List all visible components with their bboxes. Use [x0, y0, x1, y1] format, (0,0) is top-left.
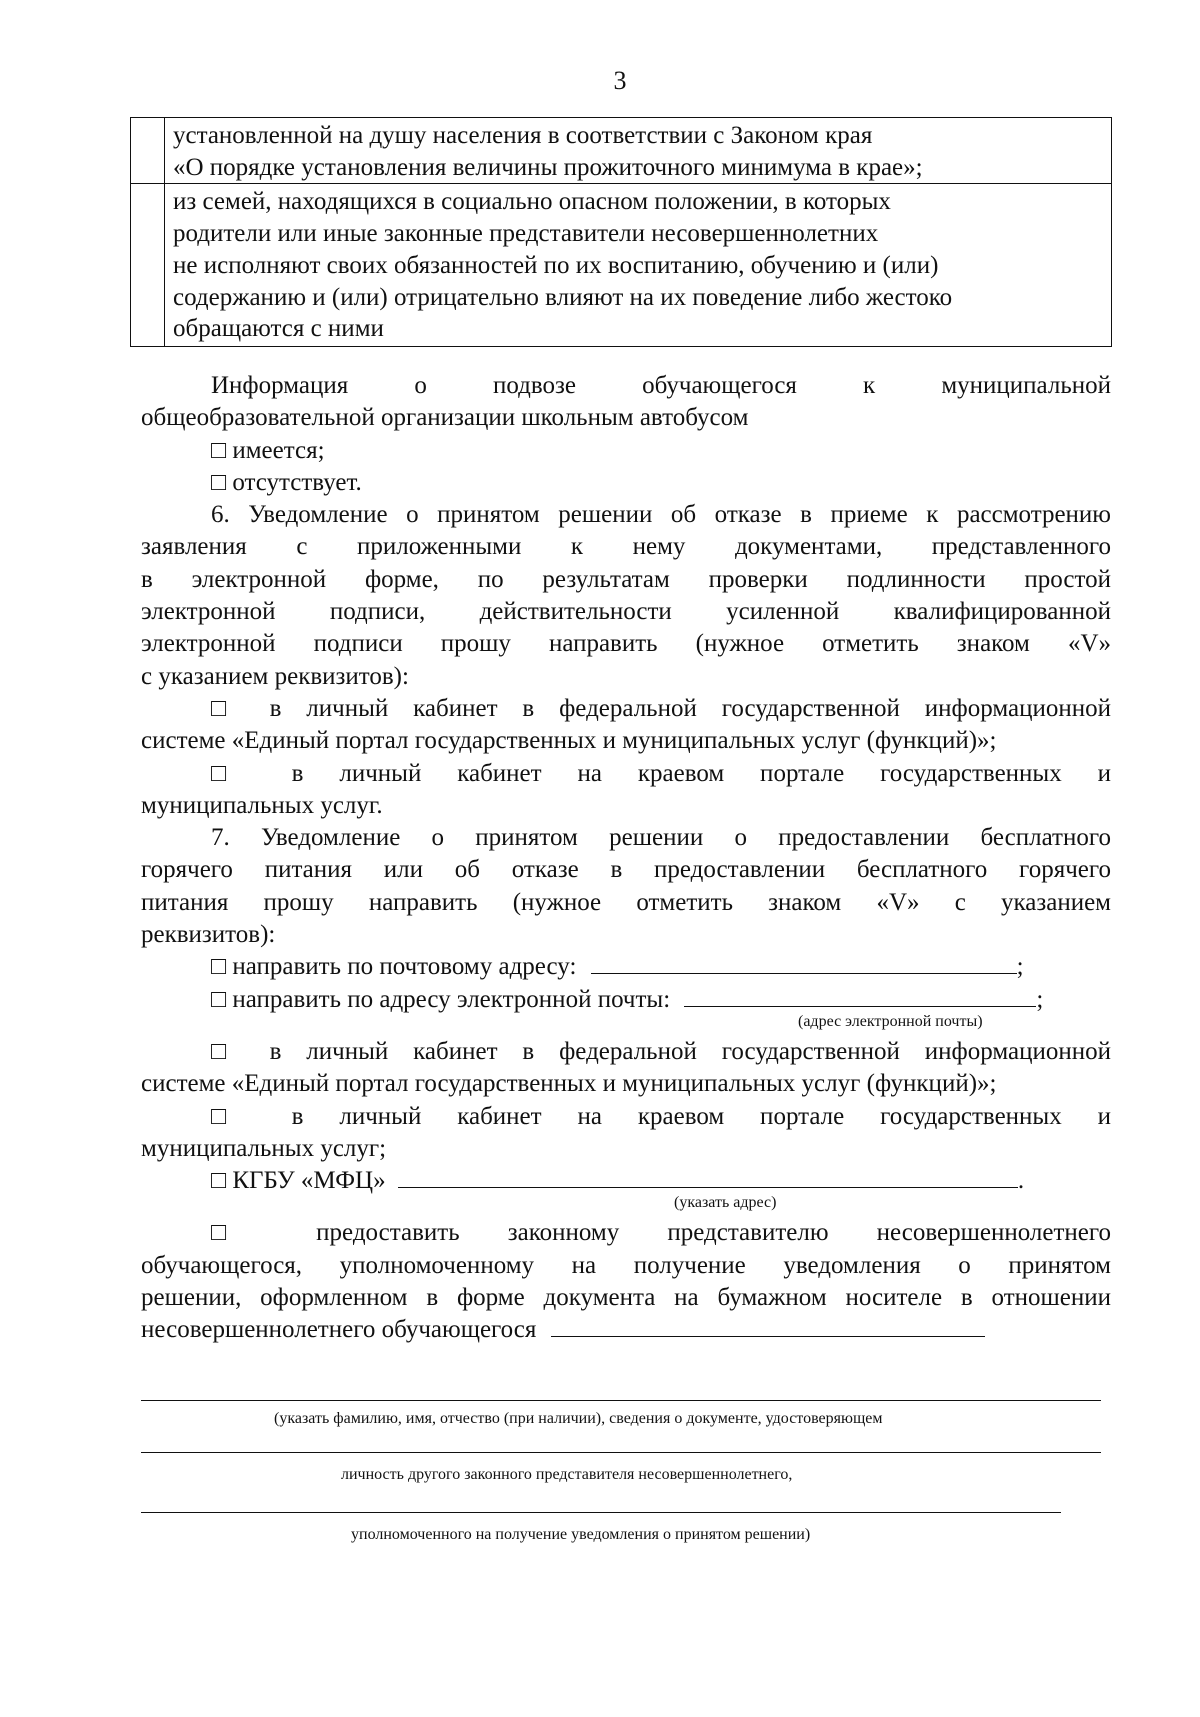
section7-representative-last	[141, 1314, 1111, 1346]
section6-line: электронной подписи прошу направить (нужное отметить знаком «V»	[141, 630, 1111, 658]
table-line: родители или иные законные представители несовершеннолетних	[173, 220, 879, 248]
bus-option-no[interactable]: □ отсутствует.	[211, 468, 362, 496]
section6-option-regional-portal-cont: муниципальных услуг.	[141, 791, 383, 819]
table-row	[131, 184, 1112, 347]
section6-line: заявления с приложенными к нему документами, представленного	[141, 533, 1111, 561]
table-line: установленной на душу населения в соответствии с Законом края	[173, 122, 873, 149]
mfc-caption: (указать адрес)	[674, 1194, 777, 1212]
form-content	[141, 370, 1111, 1347]
checkbox-cell[interactable]	[131, 118, 165, 184]
fill-line[interactable]	[141, 1400, 1101, 1401]
email-field[interactable]	[684, 984, 1036, 1007]
representative-label: несовершеннолетнего обучающегося	[141, 1316, 537, 1344]
fill-line[interactable]	[141, 1452, 1101, 1453]
bus-option-yes[interactable]: □ имеется;	[211, 436, 325, 464]
footnote-caption: личность другого законного представителя несовершеннолетнего,	[341, 1466, 793, 1483]
table-cell-text	[165, 118, 1112, 184]
table-line: «О порядке установления величины прожиточного минимума в крае»;	[173, 153, 923, 181]
email-caption: (адрес электронной почты)	[798, 1012, 983, 1030]
section7-line: 7. Уведомление о принятом решении о предоставлении бесплатного	[211, 824, 1111, 852]
bus-info-line: Информация о подвозе обучающегося к муниципальной	[211, 372, 1111, 399]
bus-info-line: общеобразовательной организации школьным автобусом	[141, 404, 749, 432]
section6-line: с указанием реквизитов):	[141, 662, 409, 690]
table-cell-text	[165, 184, 1112, 347]
eligibility-table	[130, 117, 1112, 347]
section7-line: питания прошу направить (нужное отметить знаком «V» с указанием	[141, 888, 1111, 916]
table-row	[131, 118, 1112, 184]
section7-option-representative[interactable]: □ предоставить законному представителю несовершеннолетнего	[211, 1219, 1111, 1247]
section7-representative-line: обучающегося, уполномоченному на получение уведомления о принятом	[141, 1251, 1111, 1279]
section6-line: 6. Уведомление о принятом решении об отказе в приеме к рассмотрению	[211, 501, 1111, 529]
semicolon: ;	[1036, 985, 1044, 1013]
post-address-field[interactable]	[591, 951, 1017, 974]
section7-option-mfc[interactable]	[141, 1165, 1111, 1197]
footnote-caption: (указать фамилию, имя, отчество (при наличии), сведения о документе, удостоверяющем	[274, 1410, 883, 1427]
table-line: из семей, находящихся в социально опасном положении, в которых	[173, 188, 891, 216]
semicolon: ;	[1016, 953, 1024, 981]
section7-option-regional-portal-cont: муниципальных услуг;	[141, 1134, 387, 1162]
section7-option-regional-portal[interactable]: □ в личный кабинет на краевом портале государственных и	[211, 1102, 1111, 1130]
section7-line: реквизитов):	[141, 921, 276, 949]
footnote-caption: уполномоченного на получение уведомления о принятом решении)	[351, 1526, 811, 1543]
page-number: 3	[613, 66, 627, 95]
table-line: содержанию и (или) отрицательно влияют на их поведение либо жестоко	[173, 283, 953, 311]
section7-representative-line: решении, оформленном в форме документа на бумажном носителе в отношении	[141, 1284, 1111, 1312]
section7-line: горячего питания или об отказе в предоставлении бесплатного горячего	[141, 856, 1111, 884]
section7-option-federal-portal[interactable]: □ в личный кабинет в федеральной государственной информационной	[211, 1037, 1111, 1065]
table-line: обращаются с ними	[173, 315, 384, 343]
period: .	[1017, 1167, 1025, 1195]
post-label: □ направить по почтовому адресу:	[211, 953, 577, 981]
section7-option-post[interactable]	[141, 951, 1111, 983]
section6-line: в электронной форме, по результатам проверки подлинности простой	[141, 565, 1111, 593]
section6-option-federal-portal-cont: системе «Единый портал государственных и муниципальных услуг (функций)»;	[141, 727, 997, 755]
checkbox-cell[interactable]	[131, 184, 165, 347]
mfc-address-field[interactable]	[398, 1165, 1018, 1188]
email-label: □ направить по адресу электронной почты:	[211, 985, 671, 1013]
section6-line: электронной подписи, действительности усиленной квалифицированной	[141, 598, 1111, 626]
section6-option-federal-portal[interactable]: □ в личный кабинет в федеральной государственной информационной	[211, 694, 1111, 722]
mfc-label: □ КГБУ «МФЦ»	[211, 1167, 386, 1195]
fill-line[interactable]	[141, 1512, 1061, 1513]
table-line: не исполняют своих обязанностей по их воспитанию, обучению и (или)	[173, 251, 939, 279]
section7-option-federal-portal-cont: системе «Единый портал государственных и муниципальных услуг (функций)»;	[141, 1070, 997, 1098]
section6-option-regional-portal[interactable]: □ в личный кабинет на краевом портале государственных и	[211, 759, 1111, 787]
representative-field[interactable]	[551, 1314, 985, 1337]
